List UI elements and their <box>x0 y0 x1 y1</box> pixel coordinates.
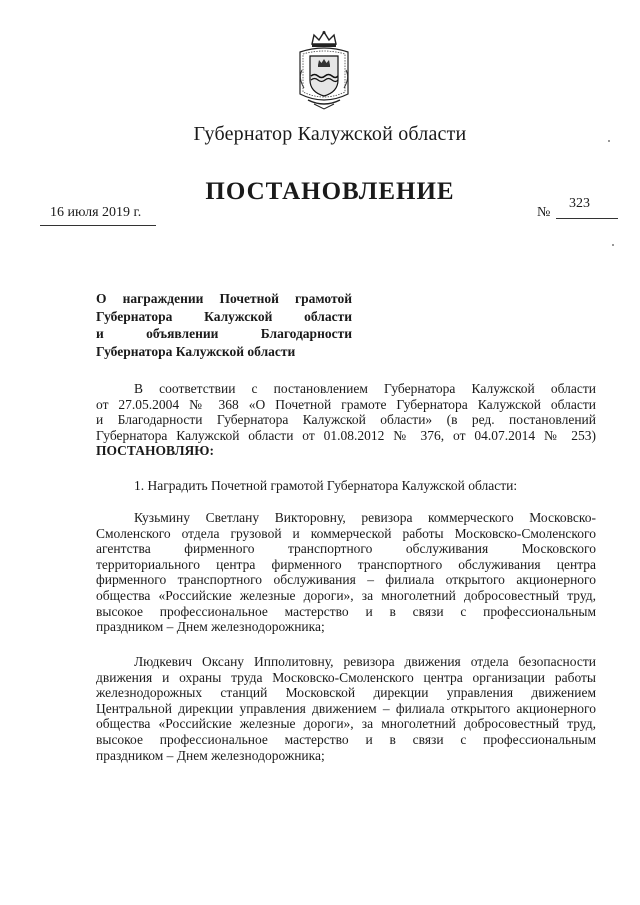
subject-line: О награждении Почетной грамотой <box>96 291 352 306</box>
text-line: В соответствии с постановлением Губернатора Калужской области <box>134 381 596 396</box>
text-line: Губернатора Калужской области от 01.08.2012 № 376, от 04.07.2014 № 253) <box>96 427 596 443</box>
text-line: и Благодарности Губернатора Калужской области» (в ред. постановлений <box>96 412 596 428</box>
subject-line: Губернатора Калужской области <box>96 343 296 359</box>
document-subject <box>96 290 352 360</box>
scan-speck <box>608 140 610 142</box>
date-underline <box>40 225 156 226</box>
document-date: 16 июля 2019 г. <box>50 205 142 220</box>
number-underline <box>556 218 618 219</box>
subject-line: Губернатора Калужской области <box>96 308 352 324</box>
kaluga-coat-of-arms-icon <box>294 30 354 110</box>
text-line: агентства фирменного транспортного обслуживания Московского <box>96 541 596 557</box>
text-line: высокое профессиональное мастерство и в связи с профессиональным <box>96 731 596 747</box>
governor-title: Губернатор Калужской области <box>193 123 467 145</box>
text-line: Центральной дирекции управления движением – филиала открытого акционерного <box>96 700 596 716</box>
text-line: высокое профессиональное мастерство и в связи с профессиональным <box>96 603 596 619</box>
preamble-paragraph <box>96 381 596 459</box>
subject-line: и объявлении Благодарности <box>96 326 352 341</box>
text-line: 1. Наградить Почетной грамотой Губернатора Калужской области: <box>134 478 518 493</box>
text-line: движения и охраны труда Московско-Смоленского центра организации работы <box>96 669 596 685</box>
text-line: фирменного транспортного обслуживания – филиала открытого акционерного <box>96 572 596 588</box>
text-line: Кузьмину Светлану Викторовну, ревизора коммерческого Московско- <box>134 510 596 525</box>
item-1-paragraph <box>96 478 596 494</box>
text-line: общества «Российские железные дороги», за многолетний добросовестный труд, <box>96 587 596 603</box>
text-line: от 27.05.2004 № 368 «О Почетной грамоте Губернатора Калужской области <box>96 396 596 412</box>
text-line: железнодорожных станций Московской дирекции управления движением <box>96 685 596 701</box>
text-line: праздником – Днем железнодорожника; <box>96 747 325 763</box>
award-paragraph-1 <box>96 510 596 635</box>
document-type-heading: ПОСТАНОВЛЕНИЕ <box>205 178 455 205</box>
text-line: Людкевич Оксану Ипполитовну, ревизора движения отдела безопасности <box>134 654 596 669</box>
award-paragraph-2 <box>96 654 596 763</box>
text-line: праздником – Днем железнодорожника; <box>96 619 325 635</box>
scan-speck <box>612 244 614 246</box>
text-line: Смоленского отдела грузовой и коммерческой работы Московско-Смоленского <box>96 525 596 541</box>
text-line: общества «Российские железные дороги», за многолетний добросовестный труд, <box>96 716 596 732</box>
decree-word: ПОСТАНОВЛЯЮ: <box>96 443 214 459</box>
document-number: 323 <box>569 196 590 211</box>
document-number-label: № <box>537 205 551 220</box>
text-line: территориального центра фирменного транспортного обслуживания центра <box>96 556 596 572</box>
